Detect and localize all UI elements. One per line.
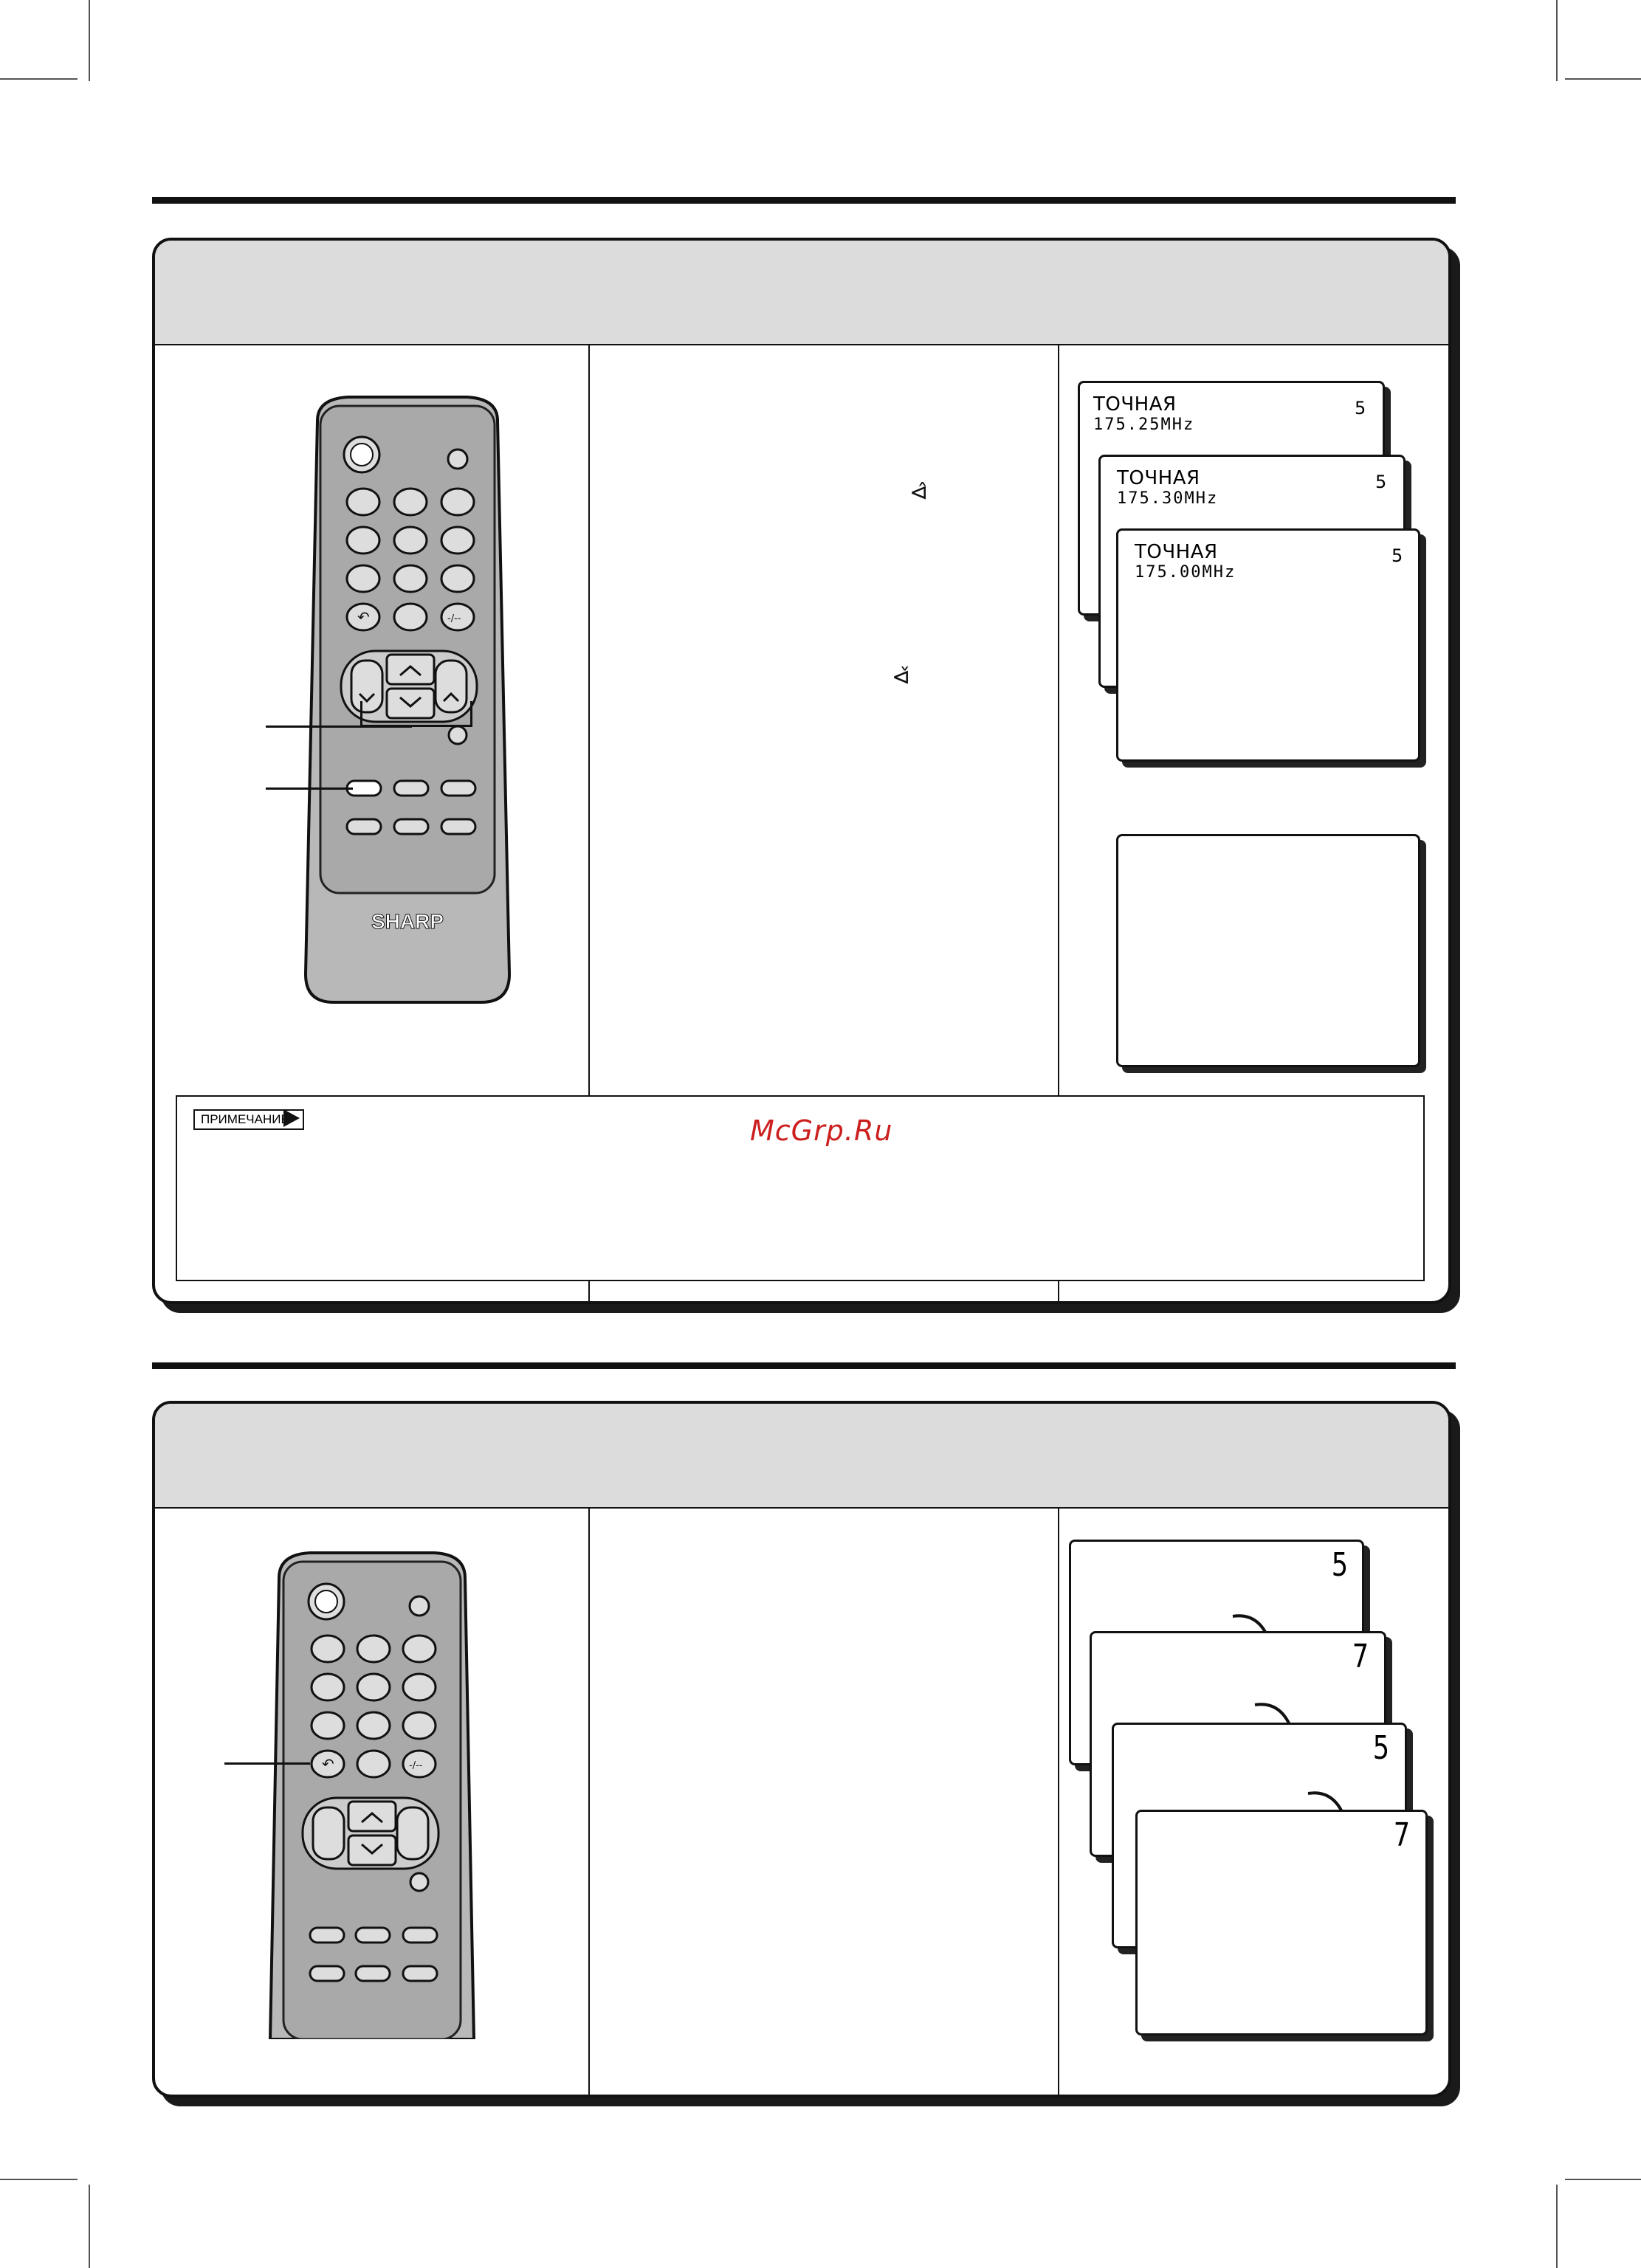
osd-channel: 5 xyxy=(1355,398,1366,418)
svg-text:↶: ↶ xyxy=(322,1755,334,1773)
remote-control-drawing xyxy=(269,1548,475,2039)
channel-number: 5 xyxy=(1331,1546,1349,1584)
svg-text:-/--: -/-- xyxy=(447,613,461,624)
channel-number: 7 xyxy=(1393,1816,1411,1854)
column-divider xyxy=(588,1507,590,2095)
section2-header-band xyxy=(155,1404,1448,1509)
osd-title: ТОЧНАЯ xyxy=(1117,467,1200,489)
osd-screen xyxy=(1116,528,1420,762)
crop-mark xyxy=(0,78,78,80)
volume-down-chevron-down-icon: ⊲̌ xyxy=(892,664,911,690)
note-arrow-icon xyxy=(283,1109,300,1127)
note-label: ПРИМЕЧАНИЕ xyxy=(193,1109,304,1130)
section1-header-band xyxy=(155,241,1448,345)
osd-title: ТОЧНАЯ xyxy=(1135,541,1218,563)
channel-number: 5 xyxy=(1372,1729,1390,1767)
crop-mark xyxy=(1556,2185,1558,2268)
section1-top-rule xyxy=(152,197,1456,204)
section2-top-rule xyxy=(152,1362,1456,1369)
blank-screen xyxy=(1116,834,1420,1067)
callout-line xyxy=(224,1762,310,1765)
osd-frequency: 175.25MHz xyxy=(1093,416,1195,434)
crop-mark xyxy=(0,2179,78,2180)
callout-bracket xyxy=(360,701,472,727)
volume-up-chevron-up-icon: ⊲̂ xyxy=(909,480,929,506)
crop-mark xyxy=(1565,78,1641,80)
remote-control xyxy=(304,391,511,1004)
osd-channel: 5 xyxy=(1391,545,1403,566)
osd-title: ТОЧНАЯ xyxy=(1093,393,1177,416)
crop-mark xyxy=(1565,2179,1641,2180)
osd-frequency: 175.00MHz xyxy=(1135,563,1236,582)
channel-number: 7 xyxy=(1352,1638,1369,1675)
remote-control xyxy=(269,1548,475,2039)
channel-screen xyxy=(1135,1810,1428,2036)
crop-mark xyxy=(89,2185,90,2268)
crop-mark xyxy=(1556,0,1558,81)
osd-frequency: 175.30MHz xyxy=(1117,489,1219,508)
remote-control-drawing xyxy=(304,391,511,1004)
osd-channel: 5 xyxy=(1375,472,1387,492)
callout-line xyxy=(266,787,353,790)
crop-mark xyxy=(89,0,90,81)
watermark: McGrp.Ru xyxy=(750,1114,893,1147)
svg-text:SHARP: SHARP xyxy=(371,910,444,933)
svg-text:↶: ↶ xyxy=(357,608,370,626)
column-divider xyxy=(1058,1507,1059,2095)
svg-text:-/--: -/-- xyxy=(409,1760,423,1771)
